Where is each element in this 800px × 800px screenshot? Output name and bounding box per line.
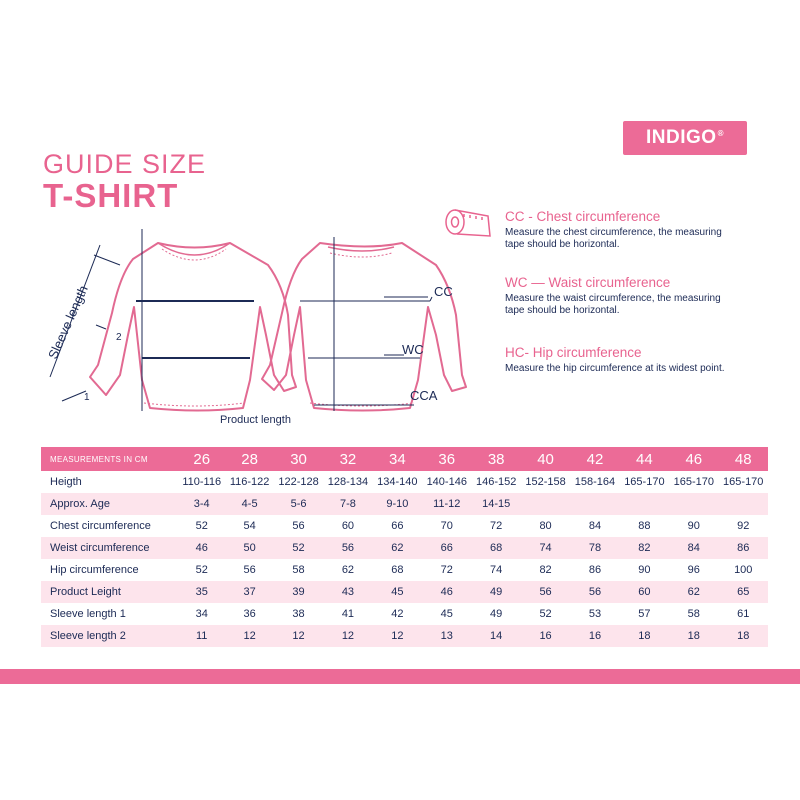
table-cell: 62 — [373, 537, 422, 559]
size-header: 48 — [718, 447, 768, 471]
table-cell: 12 — [323, 625, 372, 647]
table-cell: 52 — [274, 537, 323, 559]
table-cell: 134-140 — [373, 471, 422, 493]
table-cell: 66 — [422, 537, 471, 559]
bottom-bar — [0, 669, 800, 684]
legend-waist — [505, 275, 800, 317]
table-cell: 84 — [570, 515, 619, 537]
front-shirt — [90, 243, 296, 411]
table-cell: 56 — [521, 581, 570, 603]
label-product-length: Product length — [220, 414, 291, 426]
table-cell: 49 — [471, 603, 520, 625]
table-cell: 46 — [422, 581, 471, 603]
back-shirt — [262, 243, 466, 411]
table-cell: 78 — [570, 537, 619, 559]
table-cell: 58 — [669, 603, 718, 625]
table-cell: 80 — [521, 515, 570, 537]
label-sleeve-length: Sleeve length — [45, 283, 91, 362]
brand-logo — [623, 121, 747, 155]
table-row — [41, 625, 768, 647]
table-cell: 45 — [422, 603, 471, 625]
table-cell: 152-158 — [521, 471, 570, 493]
tshirt-diagram — [38, 225, 488, 435]
table-cell: 96 — [669, 559, 718, 581]
legend-hip-title: HC- Hip circumference — [505, 345, 642, 360]
label-cc: CC — [434, 284, 453, 299]
size-header: 36 — [422, 447, 471, 471]
table-cell: 7-8 — [323, 493, 372, 515]
table-cell: 12 — [225, 625, 273, 647]
table-cell — [718, 493, 768, 515]
legend-waist-desc: Measure the waist circumference, the measuring tape should be horizontal. — [505, 293, 721, 316]
table-cell: 74 — [521, 537, 570, 559]
table-cell: 9-10 — [373, 493, 422, 515]
table-cell: 57 — [620, 603, 669, 625]
table-cell: 36 — [225, 603, 273, 625]
legend-waist-title: WC — Waist circumference — [505, 275, 671, 290]
size-header: 40 — [521, 447, 570, 471]
table-cell: 70 — [422, 515, 471, 537]
legend-hip — [505, 345, 800, 375]
table-cell: 60 — [323, 515, 372, 537]
table-row — [41, 537, 768, 559]
brand-name: INDIGO — [646, 127, 717, 148]
table-cell: 52 — [178, 515, 225, 537]
table-cell: 13 — [422, 625, 471, 647]
table-cell: 90 — [669, 515, 718, 537]
table-cell: 46 — [178, 537, 225, 559]
table-cell: 165-170 — [718, 471, 768, 493]
table-header-row — [41, 447, 768, 471]
size-header: 34 — [373, 447, 422, 471]
table-cell: 11 — [178, 625, 225, 647]
size-table — [41, 447, 768, 647]
table-row — [41, 515, 768, 537]
table-cell — [521, 493, 570, 515]
table-cell: 68 — [471, 537, 520, 559]
table-cell: 18 — [718, 625, 768, 647]
table-cell: 86 — [570, 559, 619, 581]
table-cell: 18 — [620, 625, 669, 647]
table-cell: 39 — [274, 581, 323, 603]
title-guide-size: GUIDE SIZE — [43, 149, 207, 179]
table-cell: 92 — [718, 515, 768, 537]
legend-chest-title: CC - Chest circumference — [505, 209, 661, 224]
table-cell: 165-170 — [620, 471, 669, 493]
table-cell: 128-134 — [323, 471, 372, 493]
table-cell: 37 — [225, 581, 273, 603]
table-cell: 56 — [570, 581, 619, 603]
size-header: 28 — [225, 447, 273, 471]
title-tshirt: T-SHIRT — [43, 177, 179, 214]
row-label: Chest circumference — [41, 515, 178, 537]
table-cell: 74 — [471, 559, 520, 581]
table-cell: 43 — [323, 581, 372, 603]
label-mark-2: 2 — [116, 332, 122, 343]
table-row — [41, 471, 768, 493]
table-cell: 52 — [521, 603, 570, 625]
size-header: 46 — [669, 447, 718, 471]
table-cell: 18 — [669, 625, 718, 647]
legend-chest-desc: Measure the chest circumference, the measuring tape should be horizontal. — [505, 227, 722, 250]
table-cell: 56 — [225, 559, 273, 581]
table-cell: 58 — [274, 559, 323, 581]
table-cell: 34 — [178, 603, 225, 625]
table-cell — [620, 493, 669, 515]
table-cell: 50 — [225, 537, 273, 559]
legend-chest — [505, 209, 800, 251]
table-cell: 165-170 — [669, 471, 718, 493]
table-cell: 122-128 — [274, 471, 323, 493]
row-label: Sleeve length 1 — [41, 603, 178, 625]
table-cell: 56 — [323, 537, 372, 559]
table-cell: 41 — [323, 603, 372, 625]
row-label: Heigth — [41, 471, 178, 493]
measuring-tape-icon — [442, 204, 500, 240]
table-cell: 54 — [225, 515, 273, 537]
table-cell: 16 — [570, 625, 619, 647]
table-cell: 11-12 — [422, 493, 471, 515]
row-label: Sleeve length 2 — [41, 625, 178, 647]
table-cell: 66 — [373, 515, 422, 537]
table-cell: 82 — [521, 559, 570, 581]
row-label: Product Leight — [41, 581, 178, 603]
table-cell: 158-164 — [570, 471, 619, 493]
label-cca: CCA — [410, 388, 438, 403]
table-cell: 49 — [471, 581, 520, 603]
table-row — [41, 493, 768, 515]
table-cell: 3-4 — [178, 493, 225, 515]
table-cell: 146-152 — [471, 471, 520, 493]
size-header: 44 — [620, 447, 669, 471]
table-cell: 53 — [570, 603, 619, 625]
table-cell — [669, 493, 718, 515]
table-cell: 72 — [422, 559, 471, 581]
table-cell: 100 — [718, 559, 768, 581]
table-cell: 116-122 — [225, 471, 273, 493]
table-cell: 84 — [669, 537, 718, 559]
brand-reg: ® — [717, 128, 724, 138]
table-cell: 35 — [178, 581, 225, 603]
size-header: 26 — [178, 447, 225, 471]
label-mark-1: 1 — [84, 392, 90, 403]
table-cell: 14-15 — [471, 493, 520, 515]
table-cell: 88 — [620, 515, 669, 537]
table-row — [41, 581, 768, 603]
table-cell: 82 — [620, 537, 669, 559]
legend-hip-desc: Measure the hip circumference at its widest point. — [505, 363, 725, 374]
size-header: 30 — [274, 447, 323, 471]
table-cell: 110-116 — [178, 471, 225, 493]
row-label: Weist circumference — [41, 537, 178, 559]
size-header: 32 — [323, 447, 372, 471]
table-cell: 62 — [669, 581, 718, 603]
table-cell: 60 — [620, 581, 669, 603]
row-label: Approx. Age — [41, 493, 178, 515]
table-cell: 65 — [718, 581, 768, 603]
table-cell: 38 — [274, 603, 323, 625]
table-cell: 56 — [274, 515, 323, 537]
table-cell — [570, 493, 619, 515]
header-label: MEASUREMENTS IN CM — [41, 447, 178, 471]
table-row — [41, 603, 768, 625]
table-cell: 68 — [373, 559, 422, 581]
table-cell: 4-5 — [225, 493, 273, 515]
table-cell: 16 — [521, 625, 570, 647]
table-cell: 86 — [718, 537, 768, 559]
table-cell: 140-146 — [422, 471, 471, 493]
label-wc: WC — [402, 342, 424, 357]
table-cell: 62 — [323, 559, 372, 581]
table-cell: 45 — [373, 581, 422, 603]
table-cell: 5-6 — [274, 493, 323, 515]
table-cell: 42 — [373, 603, 422, 625]
row-label: Hip circumference — [41, 559, 178, 581]
size-header: 38 — [471, 447, 520, 471]
table-cell: 14 — [471, 625, 520, 647]
table-cell: 61 — [718, 603, 768, 625]
table-row — [41, 559, 768, 581]
size-header: 42 — [570, 447, 619, 471]
table-cell: 52 — [178, 559, 225, 581]
table-cell: 72 — [471, 515, 520, 537]
table-cell: 12 — [274, 625, 323, 647]
table-cell: 12 — [373, 625, 422, 647]
table-cell: 90 — [620, 559, 669, 581]
